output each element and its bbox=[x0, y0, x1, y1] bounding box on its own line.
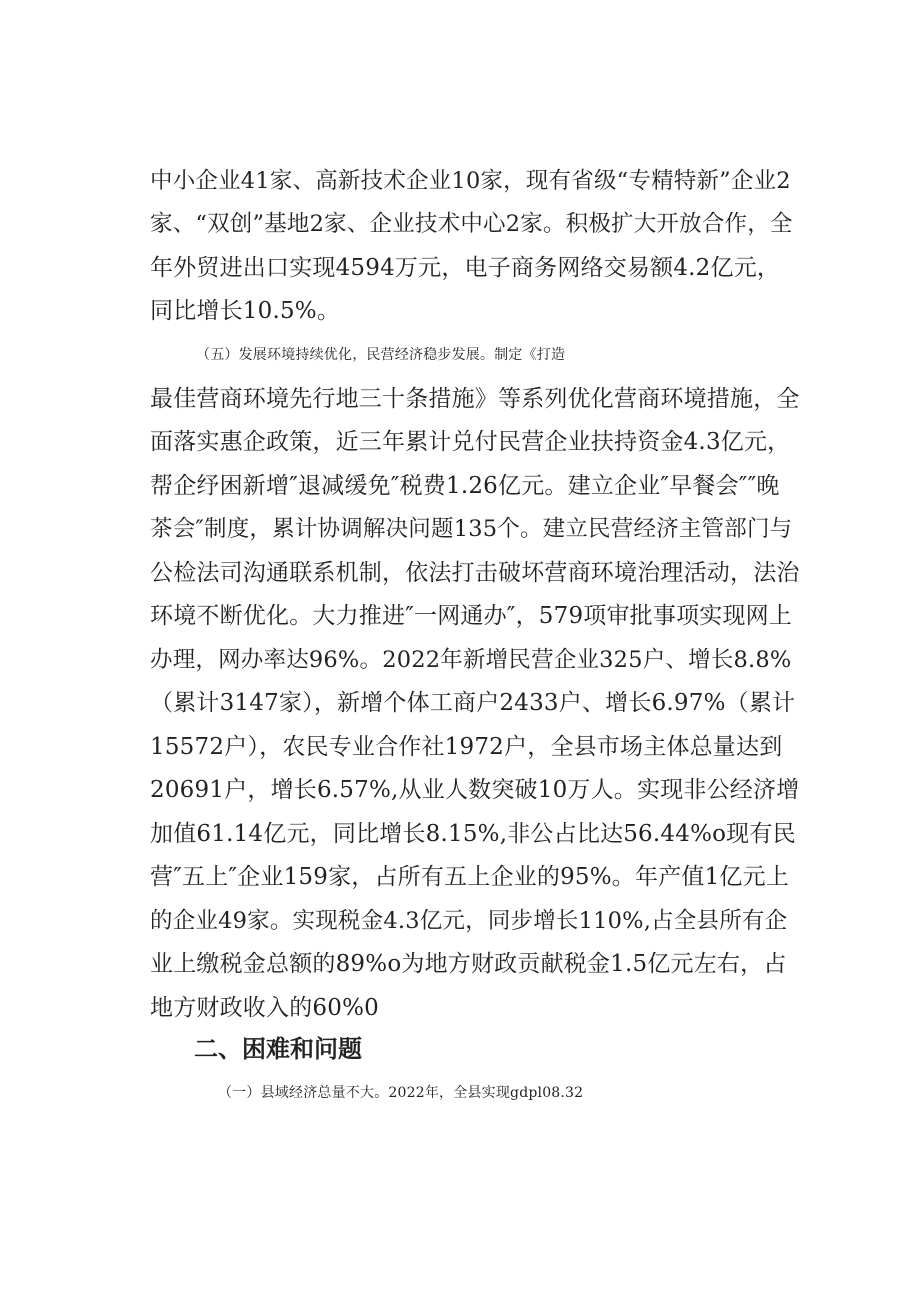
paragraph-line: 加值61.14亿元，同比增长8.15%,非公占比达56.44%o现有民 bbox=[150, 821, 796, 847]
paragraph-line: 公检法司沟通联系机制，依法打击破坏营商环境治理活动，法治 bbox=[150, 560, 800, 586]
paragraph-line: 同比增长10.5%。 bbox=[150, 298, 341, 324]
paragraph-line: 中小企业41家、高新技术企业10家，现有省级“专精特新”企业2 bbox=[150, 168, 791, 194]
paragraph-line: 地方财政收入的60%0 bbox=[150, 995, 379, 1021]
paragraph-line: 茶会″制度，累计协调解决问题135个。建立民营经济主管部门与 bbox=[150, 516, 793, 542]
paragraph-line: （五）发展环境持续优化，民营经济稳步发展。制定《打造 bbox=[196, 347, 566, 363]
paragraph-line: 最佳营商环境先行地三十条措施》等系列优化营商环境措施，全 bbox=[150, 386, 800, 412]
paragraph-line: 营″五上″企业159家，占所有五上企业的95%。年产值1亿元上 bbox=[150, 864, 790, 890]
paragraph-line: 20691户，增长6.57%,从业人数突破10万人。实现非公经济增 bbox=[150, 777, 800, 803]
paragraph-line: 的企业49家。实现税金4.3亿元，同步增长110%,占全县所有企 bbox=[150, 908, 788, 934]
paragraph-line: 年外贸进出口实现4594万元，电子商务网络交易额4.2亿元， bbox=[150, 255, 781, 281]
section-heading: 二、困难和问题 bbox=[194, 1035, 362, 1063]
paragraph-line: 面落实惠企政策，近三年累计兑付民营企业扶持资金4.3亿元， bbox=[150, 429, 791, 455]
paragraph-line: 办理，网办率达96%。2022年新增民营企业325户、增长8.8% bbox=[150, 647, 792, 673]
paragraph-line: 15572户），农民专业合作社1972户，全县市场主体总量达到 bbox=[150, 734, 783, 760]
paragraph-line: （一）县域经济总量不大。2022年，全县实现gdpl08.32 bbox=[218, 1085, 584, 1101]
paragraph-line: 业上缴税金总额的89%o为地方财政贡献税金1.5亿元左右，占 bbox=[150, 951, 787, 977]
paragraph-line: 帮企纾困新增″退减缓免″税费1.26亿元。建立企业″早餐会″″晚 bbox=[150, 473, 780, 499]
paragraph-line: 环境不断优化。大力推进″一网通办″，579项审批事项实现网上 bbox=[150, 603, 793, 629]
paragraph-line: 家、“双创”基地2家、企业技术中心2家。积极扩大开放合作，全 bbox=[150, 211, 793, 237]
paragraph-line: （累计3147家），新增个体工商户2433户、增长6.97%（累计 bbox=[150, 690, 796, 716]
